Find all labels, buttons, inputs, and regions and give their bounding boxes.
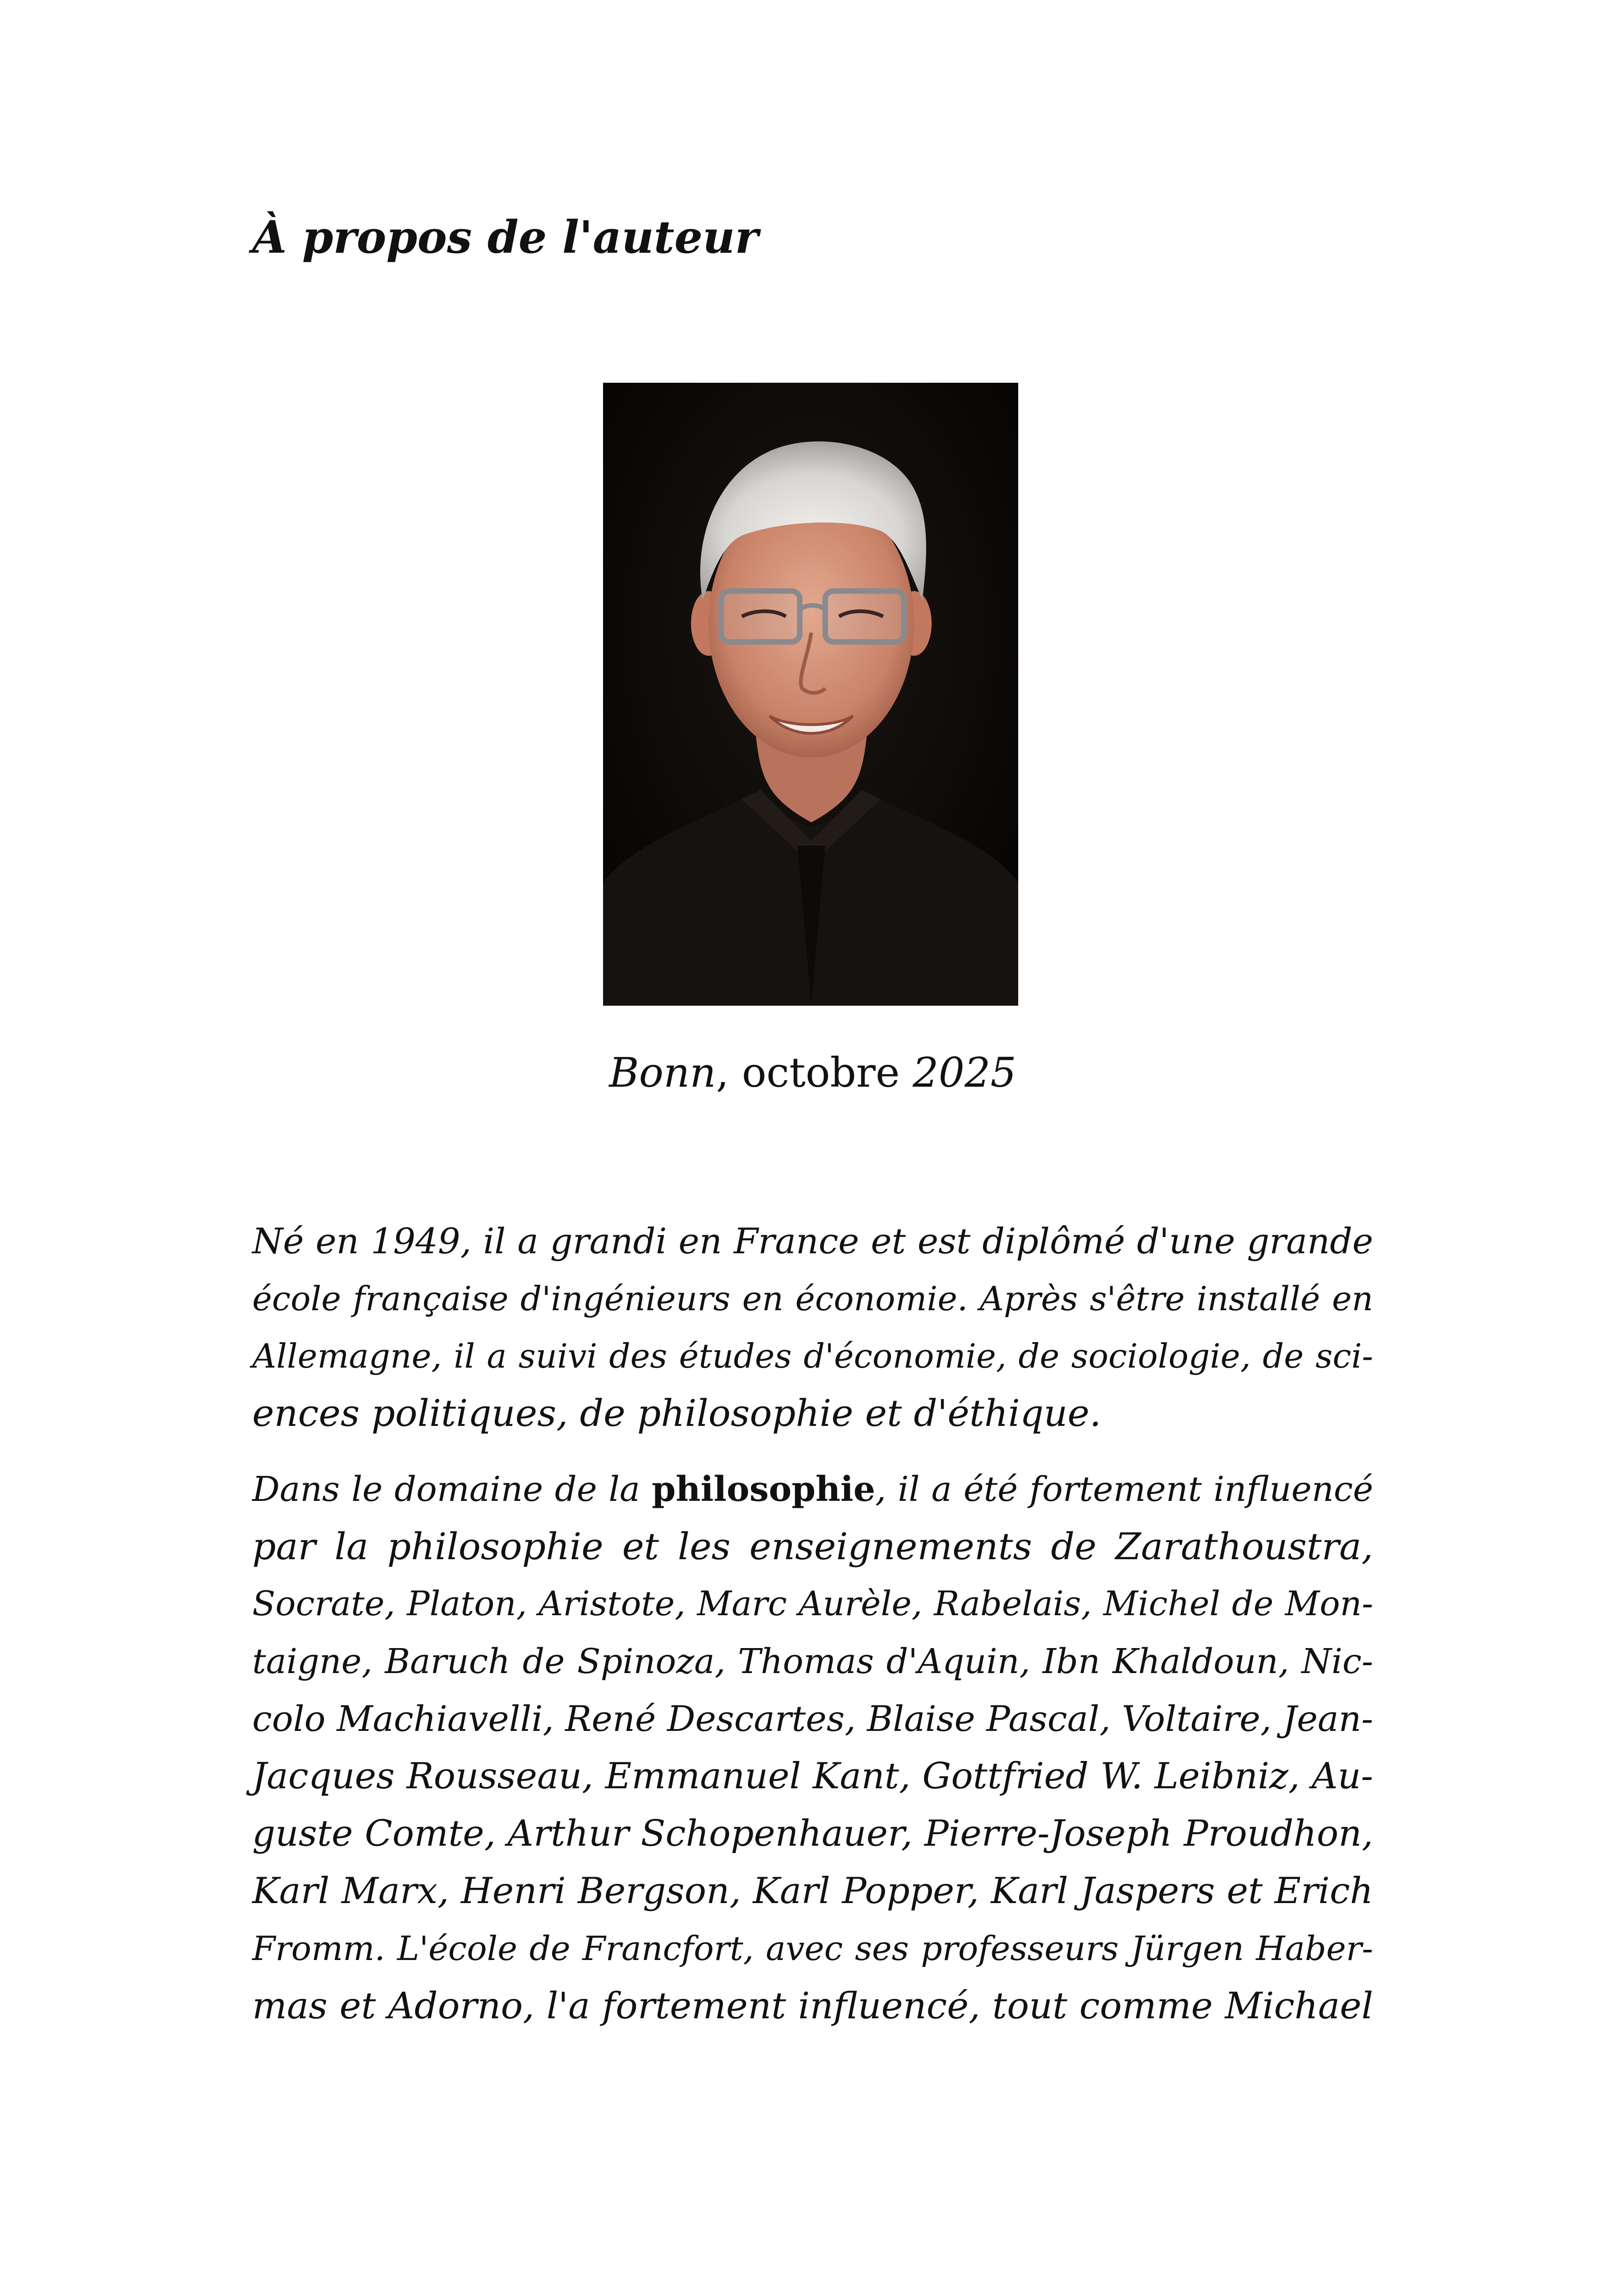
page-title: À propos de l'auteur xyxy=(252,211,759,263)
author-portrait-image xyxy=(603,383,1018,1006)
author-biography xyxy=(252,1213,1373,2053)
text-line: ences politiques, de philosophie et d'éthique. xyxy=(252,1392,1101,1435)
text-run: Dans le domaine de la xyxy=(252,1469,652,1509)
text-line: Karl Marx, Henri Bergson, Karl Popper, Karl Jaspers et Erich xyxy=(252,1870,1373,1912)
text-line: Jacques Rousseau, Emmanuel Kant, Gottfried W. Leibniz, Au- xyxy=(252,1755,1373,1797)
text-line: école française d'ingénieurs en économie. Après s'être installé en xyxy=(252,1279,1373,1318)
text-line: Né en 1949, il a grandi en France et est diplômé d'une grande xyxy=(252,1220,1373,1262)
text-line: taigne, Baruch de Spinoza, Thomas d'Aquin, Ibn Khaldoun, Nic- xyxy=(252,1642,1373,1681)
text-line: guste Comte, Arthur Schopenhauer, Pierre-Joseph Proudhon, xyxy=(252,1813,1373,1854)
text-line: Allemagne, il a suivi des études d'économie, de sociologie, de sci- xyxy=(252,1337,1373,1375)
text-line: Socrate, Platon, Aristote, Marc Aurèle, Rabelais, Michel de Mon- xyxy=(252,1584,1373,1624)
paragraph-education xyxy=(252,1213,1373,1442)
photo-caption xyxy=(252,1048,1373,1097)
author-photo xyxy=(603,383,1018,1006)
emphasis-philosophie: philosophie xyxy=(652,1469,876,1509)
caption-year: 2025 xyxy=(913,1049,1016,1096)
text-line xyxy=(252,1461,1373,1518)
caption-place: Bonn xyxy=(609,1049,716,1096)
caption-month: octobre xyxy=(741,1049,913,1096)
text-line: colo Machiavelli, René Descartes, Blaise Pascal, Voltaire, Jean- xyxy=(252,1698,1373,1739)
paragraph-philosophy xyxy=(252,1461,1373,2035)
text-run: , il a été fortement influencé xyxy=(875,1469,1373,1509)
text-line: mas et Adorno, l'a fortement influencé, tout comme Michael xyxy=(252,1985,1373,2027)
text-line: par la philosophie et les enseignements de Zarathoustra, xyxy=(252,1525,1373,1568)
caption-separator: , xyxy=(716,1049,742,1096)
text-line: Fromm. L'école de Francfort, avec ses professeurs Jürgen Haber- xyxy=(252,1929,1373,1968)
